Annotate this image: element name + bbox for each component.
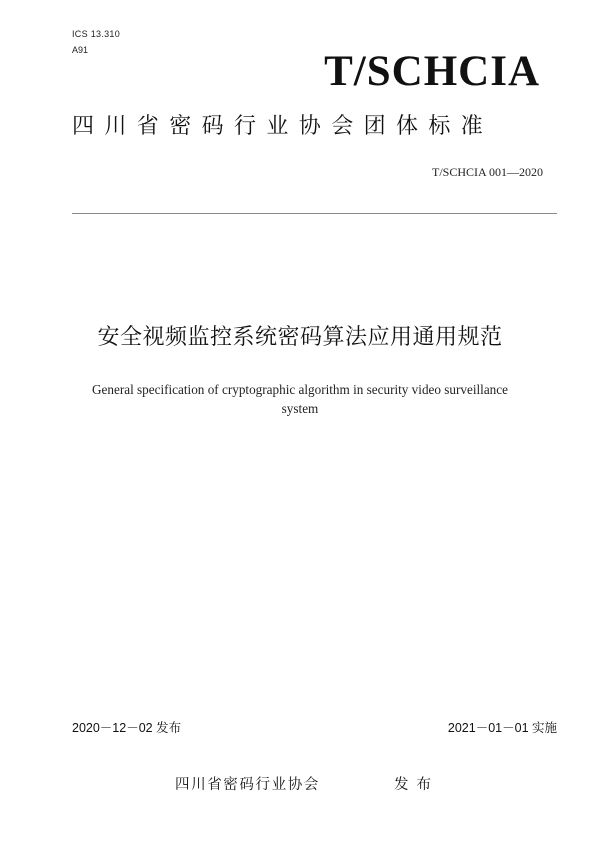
- brand-logo-text: T/SCHCIA: [324, 48, 540, 95]
- header-divider: [72, 213, 557, 214]
- publish-label: 发布: [394, 777, 439, 793]
- issue-date: 2020－12－02 发布: [72, 721, 182, 735]
- organization-standard-heading: 四川省密码行业协会团体标准: [72, 114, 494, 139]
- document-title-cn: 安全视频监控系统密码算法应用通用规范: [97, 325, 503, 350]
- ccs-code: A91: [72, 45, 89, 55]
- publisher-name: 四川省密码行业协会: [175, 777, 320, 793]
- document-title-en-line2: system: [281, 401, 319, 416]
- document-title-en-line1: General specification of cryptographic algorithm in security video surveillance: [92, 382, 508, 397]
- ics-code: ICS 13.310: [72, 29, 121, 39]
- effective-date: 2021－01－01 实施: [447, 721, 557, 735]
- standard-number: T/SCHCIA 001—2020: [431, 165, 543, 179]
- document-title-en: [60, 380, 540, 418]
